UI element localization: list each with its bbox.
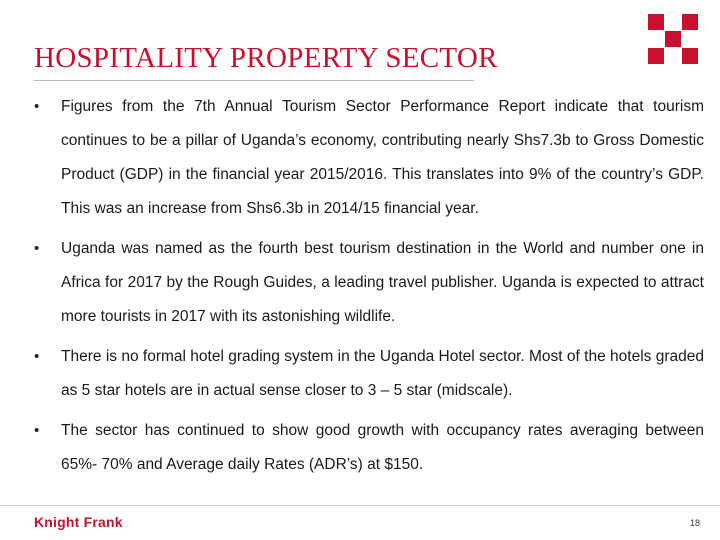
knight-frank-logo-icon — [648, 14, 698, 64]
bullet-text: Uganda was named as the fourth best tourism destination in the World and number one in Africa for 2017 by the Rough Guides, a leading travel publisher. Uganda is expected to attract more tourists in 2017 with its astonishing wildlife. — [61, 240, 704, 325]
bullet-text: The sector has continued to show good growth with occupancy rates averaging between 65%- 70% and Average daily Rates (ADR’s) at $150. — [61, 422, 704, 473]
bullet-item — [34, 232, 704, 334]
bullet-marker: • — [34, 348, 40, 365]
bullet-item — [34, 340, 704, 408]
bullet-item — [34, 90, 704, 226]
title-divider — [34, 80, 474, 81]
footer-divider — [0, 505, 720, 506]
page-number: 18 — [690, 518, 701, 528]
bullet-marker: • — [34, 240, 40, 257]
bullet-list — [34, 90, 704, 488]
page-title: HOSPITALITY PROPERTY SECTOR — [34, 42, 498, 74]
bullet-text: There is no formal hotel grading system in the Uganda Hotel sector. Most of the hotels graded as 5 star hotels are in actual sense closer to 3 – 5 star (midscale). — [61, 348, 704, 399]
bullet-marker: • — [34, 422, 40, 439]
bullet-text: Figures from the 7th Annual Tourism Sector Performance Report indicate that tourism continues to be a pillar of Uganda’s economy, contributing nearly Shs7.3b to Gross Domestic Product (GDP) in the financial year 2015/2016. This translates into 9% of the country’s GDP. This was an increase from Shs6.3b in 2014/15 financial year. — [61, 98, 704, 217]
bullet-marker: • — [34, 98, 40, 115]
brand-name: Knight Frank — [34, 514, 123, 530]
bullet-item — [34, 414, 704, 482]
